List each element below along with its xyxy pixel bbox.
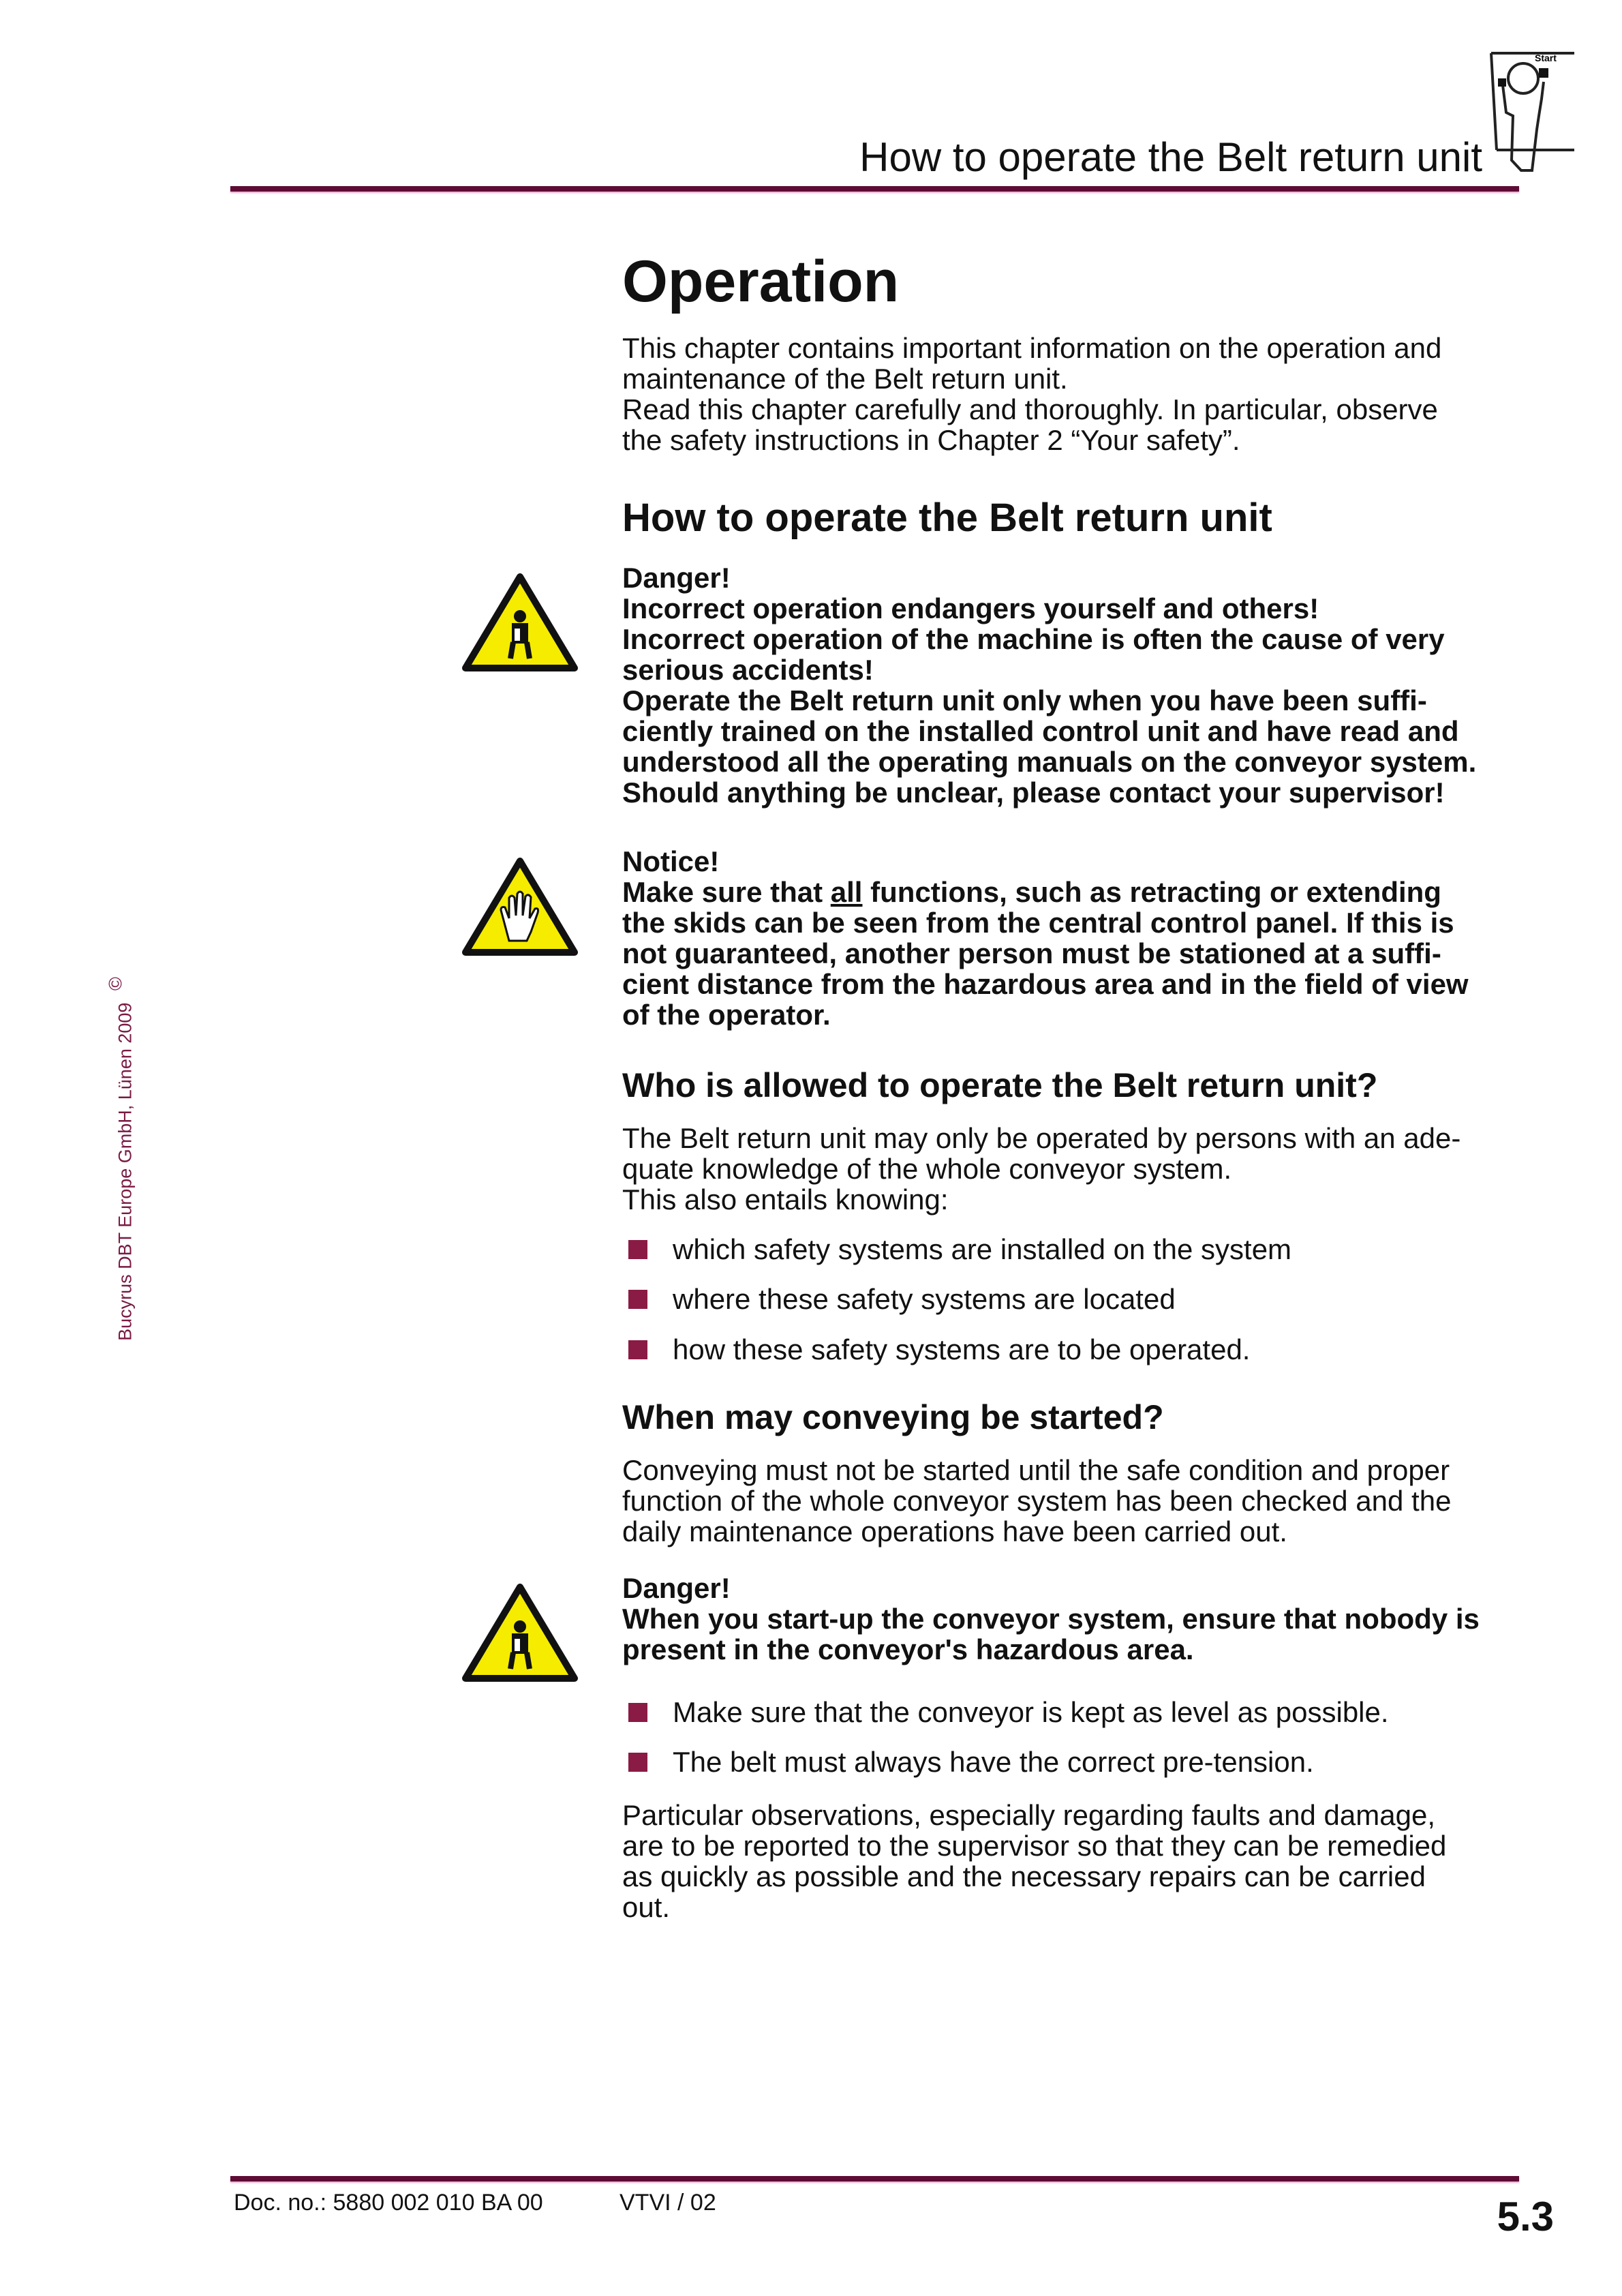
list-item-text: which safety systems are installed on the system xyxy=(673,1233,1292,1265)
danger-text-2: When you start-up the conveyor system, ensure that nobody is present in the conveyor's hazardous area. xyxy=(622,1603,1480,1665)
list-item-text: The belt must always have the correct pre-tension. xyxy=(673,1746,1314,1778)
logo-label: Start xyxy=(1535,52,1557,63)
header-rule xyxy=(230,186,1519,192)
section-heading-who: Who is allowed to operate the Belt return unit? xyxy=(622,1066,1378,1104)
when-text: Conveying must not be started until the safe condition and proper function of the whole conveyor system has been checked and the daily maintenance operations have been carried out. xyxy=(622,1454,1452,1547)
danger-person-icon xyxy=(461,1582,579,1684)
list-item-text: where these safety systems are located xyxy=(673,1283,1176,1315)
intro-text: This chapter contains important information on the operation and maintenance of the Belt return unit. Read this chapter carefully and thoroughly. In particular, observe the safety instructions in Chapter 2 “Your safety”. xyxy=(622,332,1442,456)
copyright-text: Bucyrus DBT Europe GmbH, Lünen 2009 xyxy=(114,1002,136,1341)
notice-text-emphasis: all xyxy=(830,876,863,908)
section-heading-when: When may conveying be started? xyxy=(622,1398,1164,1436)
closing-text: Particular observations, especially regarding faults and damage, are to be reported to the supervisor so that they can be remedied as quickly as possible and the necessary repairs can be carried out. xyxy=(622,1799,1447,1923)
notice-title: Notice! xyxy=(622,845,720,877)
side-copyright xyxy=(105,977,136,1341)
header-title: How to operate the Belt return unit xyxy=(859,134,1482,180)
bullet-square xyxy=(628,1753,647,1772)
notice-text-after: functions, such as retracting or extending the skids can be seen from the central control panel. If this is not guaranteed, another person must be stationed at a suffi- cient distance from the hazardous area and in the field of view of the operator. xyxy=(622,876,1469,1031)
bullet-square xyxy=(628,1240,647,1259)
section-heading-operate: How to operate the Belt return unit xyxy=(622,496,1272,540)
danger-title-2: Danger! xyxy=(622,1572,731,1604)
footer-rule xyxy=(230,2176,1519,2181)
who-text: The Belt return unit may only be operated by persons with an ade- quate knowledge of the whole conveyor system. This also entails knowing: xyxy=(622,1122,1461,1215)
doc-number: Doc. no.: 5880 002 010 BA 00 xyxy=(234,2190,543,2216)
bullet-square xyxy=(628,1703,647,1722)
notice-text xyxy=(622,877,1535,1030)
bullet-square xyxy=(628,1340,647,1359)
version: VTVI / 02 xyxy=(619,2190,716,2216)
list-item-text: Make sure that the conveyor is kept as level as possible. xyxy=(673,1696,1389,1728)
danger-text-1: Incorrect operation endangers yourself and others! Incorrect operation of the machine is often the cause of very serious accidents! Operate the Belt return unit only when you have been suffi- ciently trained on the installed control unit and have read and understood all the operating manuals on the conveyor system. Should anything be unclear, please contact your supervisor! xyxy=(622,592,1477,809)
operator-start-icon xyxy=(1486,48,1581,184)
page-number: 5.3 xyxy=(1497,2194,1554,2239)
page-title: Operation xyxy=(622,249,900,314)
danger-title-1: Danger! xyxy=(622,562,731,594)
list-item-text: how these safety systems are to be operated. xyxy=(673,1333,1251,1365)
notice-text-before: Make sure that xyxy=(622,876,831,908)
copyright-symbol: © xyxy=(105,977,126,991)
bullet-square xyxy=(628,1290,647,1309)
danger-person-icon xyxy=(461,571,579,674)
notice-hand-icon xyxy=(461,856,579,958)
